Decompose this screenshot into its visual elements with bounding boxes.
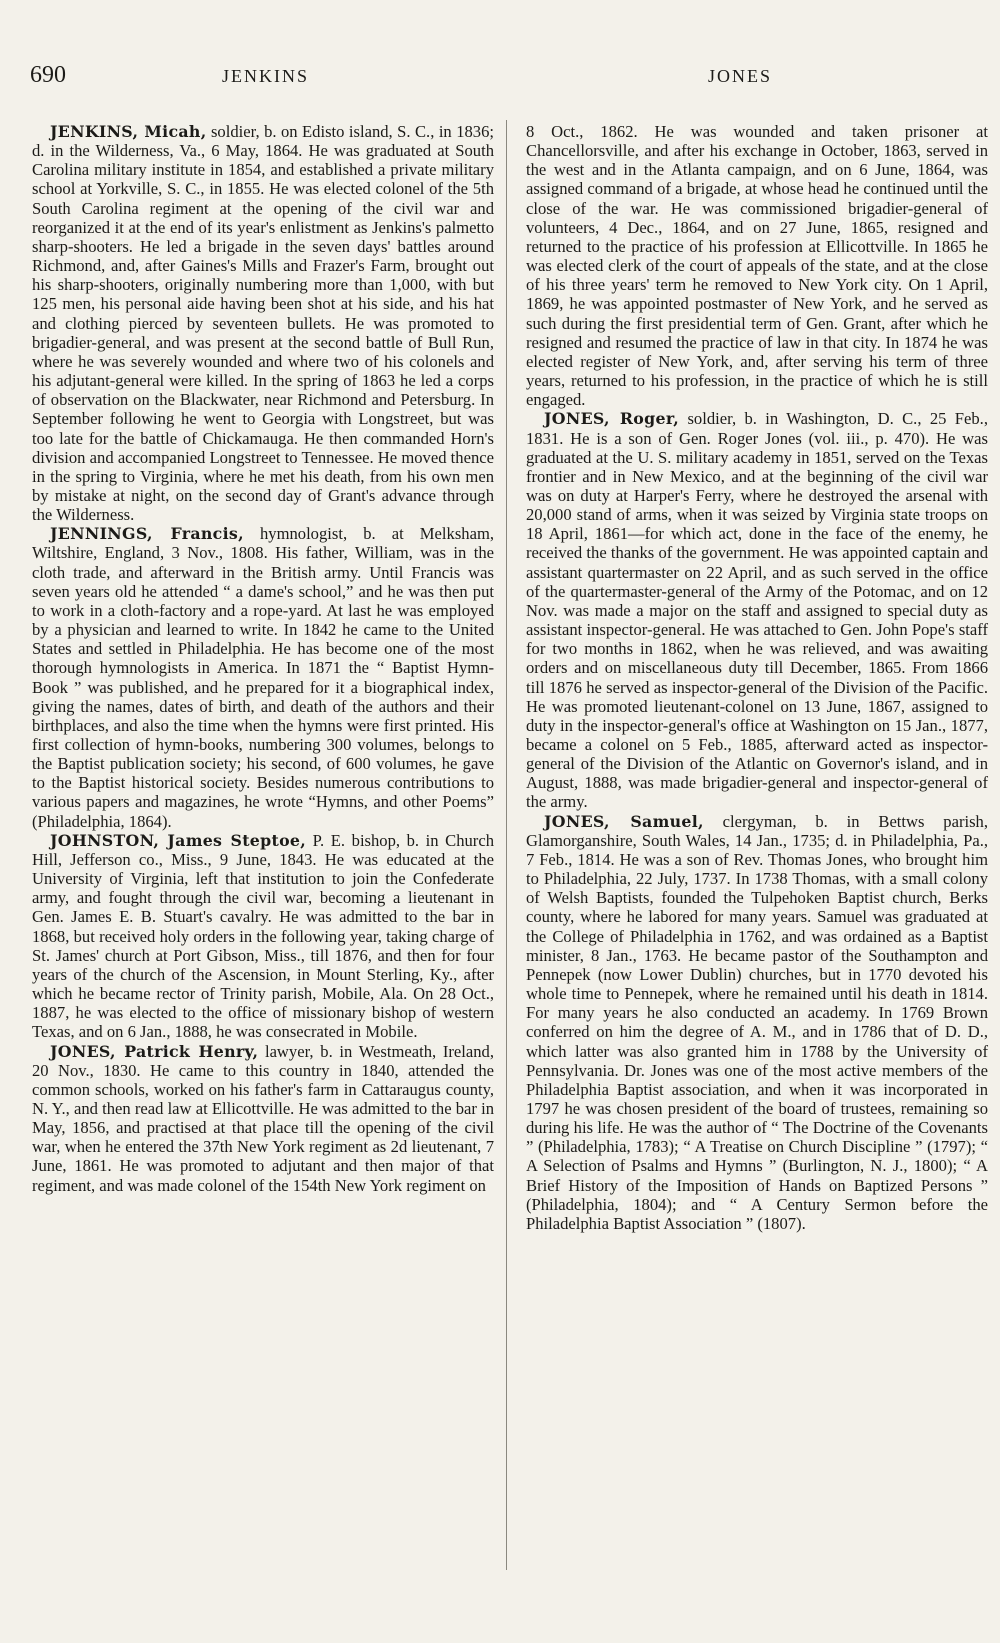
running-head-left: JENKINS — [222, 66, 310, 86]
page-number: 690 — [30, 62, 66, 88]
column-divider — [506, 120, 507, 1570]
left-column — [32, 122, 494, 1195]
running-head-right: JONES — [708, 66, 773, 86]
running-head — [0, 62, 1000, 92]
right-column — [526, 122, 988, 1233]
entry-jones-samuel — [526, 812, 988, 1233]
entry-text: soldier, b. in Washington, D. C., 25 Feb., 1831. He is a son of Gen. Roger Jones (vol. iii., p. 470). He was graduated at the U. S. military academy in 1851, served on the Texas frontier and in New Mexico, and at the beginning of the civil war was on duty at Harper's Ferry, where he destroyed the arsenal with 20,000 stand of arms, when it was seized by Virginia state troops on 18 April, 1861—for which act, done in the face of the enemy, he received the thanks of the government. He was appointed captain and assistant quartermaster on 22 April, and as such served in the office of the quartermaster-general of the Army of the Potomac, and on 12 Nov. was made a major on the staff and assigned to special duty as assistant inspector-general. He was attached to Gen. John Pope's staff for two months in 1862, when he was relieved, and was awaiting orders and on miscellaneous duty till December, 1865. From 1866 till 1876 he served as inspector-general of the Division of the Pacific. He was promoted lieutenant-colonel on 13 June, 1867, assigned to duty in the inspector-general's office at Washington on 15 Jan., 1877, became a colonel on 5 Feb., 1885, afterward acted as inspector-general of the Division of the Atlantic on Governor's island, and in August, 1888, was made brigadier-general and inspector-general of the army. — [526, 409, 988, 812]
entry-text: clergyman, b. in Bettws parish, Glamorganshire, South Wales, 14 Jan., 1735; d. in Philadelphia, Pa., 7 Feb., 1814. He was a son of Rev. Thomas Jones, who brought him to Philadelphia, 22 July, 1737. In 1738 Thomas, with a small colony of Welsh Baptists, founded the Tulpehoken Baptist church, Berks county, where he labored for many years. Samuel was graduated at the College of Philadelphia in 1762, and was ordained as a Baptist minister, 8 Jan., 1763. He became pastor of the Southampton and Pennepek (now Lower Dublin) churches, but in 1770 devoted his whole time to Pennepek, where he remained until his death in 1814. For many years he also conducted an academy. In 1769 Brown conferred on him the degree of A. M., and in 1786 that of D. D., which latter was also granted him in 1788 by the University of Pennsylvania. Dr. Jones was one of the most active members of the Philadelphia Baptist association, and when it was incorporated in 1797 he was chosen president of the board of trustees, remaining so during his life. He was the author of “ The Doctrine of the Covenants ” (Philadelphia, 1783); “ A Treatise on Church Discipline ” (1797); “ A Selection of Psalms and Hymns ” (Burlington, N. J., 1800); “ A Brief History of the Imposition of Hands on Baptized Persons ” (Philadelphia, 1804); and “ A Century Sermon before the Philadelphia Baptist Association ” (1807). — [526, 811, 988, 1233]
entry-headword: JONES, Samuel, — [544, 811, 704, 831]
entry-text: lawyer, b. in Westmeath, Ireland, 20 Nov., 1830. He came to this country in 1840, attended the common schools, worked on his father's farm in Cattaraugus county, N. Y., and then read law at Ellicottville. He was admitted to the bar in May, 1856, and practised at that place till the opening of the civil war, when he entered the 37th New York regiment as 2d lieutenant, 7 June, 1861. He was promoted to adjutant and then major of that regiment, and was made colonel of the 154th New York regiment on — [32, 1041, 494, 1195]
entry-headword: JENKINS, Micah, — [50, 122, 207, 141]
entry-headword: JONES, Roger, — [544, 409, 680, 429]
entry-text: soldier, b. on Edisto island, S. C., in 1836; d. in the Wilderness, Va., 6 May, 1864. He was graduated at South Carolina military institute in 1854, and established a private military school at Yorkville, S. C., in 1855. He was elected colonel of the 5th South Carolina regiment at the opening of the civil war and reorganized it at the end of its year's enlistment as Jenkins's palmetto sharp-shooters. He led a brigade in the seven days' battles around Richmond, and, after Gaines's Mills and Frazer's Farm, brought out his sharp-shooters, originally numbering more than 1,000, with but 125 men, his personal aide having been shot at his side, and his hat and clothing pierced by seventeen bullets. He was promoted to brigadier-general, and was present at the second battle of Bull Run, where he was severely wounded and where two of his colonels and his adjutant-general were killed. In the spring of 1863 he led a corps of observation on the Blackwater, near Richmond and Petersburg. In September following he went to Georgia with Longstreet, but was too late for the battle of Chickamauga. He then commanded Horn's division and accompanied Longstreet to Tennessee. He moved thence in the spring to Virginia, where he met his death, from his own men by mistake at night, on the second day of Grant's advance through the Wilderness. — [32, 122, 494, 525]
entry-text: hymnologist, b. at Melksham, Wiltshire, England, 3 Nov., 1808. His father, William, was in the cloth trade, and afterward in the British army. Until Francis was seven years old he attended “ a dame's school,” and he was then put to work in a cloth-factory and a rope-yard. At last he was employed by a physician and learned to write. In 1842 he came to the United States and settled in Philadelphia. He has become one of the most thorough hymnologists in America. In 1871 the “ Baptist Hymn-Book ” was published, and he prepared for it a biographical index, giving the names, dates of birth, and death of the authors and their birthplaces, and also the time when the hymns were first printed. His first collection of hymn-books, numbering 300 volumes, belongs to the Baptist publication society; his second, of 600 volumes, he gave to the Baptist historical society. Besides numerous contributions to various papers and magazines, he wrote “Hymns, and other Poems” (Philadelphia, 1864). — [32, 524, 494, 831]
entry-jenkins-micah — [32, 122, 494, 524]
entry-headword: JONES, Patrick Henry, — [50, 1041, 259, 1061]
entry-headword: JENNINGS, Francis, — [50, 524, 244, 544]
entry-text: P. E. bishop, b. in Church Hill, Jefferson co., Miss., 9 June, 1843. He was educated at the University of Virginia, left that institution to join the Confederate army, and fought through the civil war, becoming a lieutenant in Gen. James E. B. Stuart's cavalry. He was admitted to the bar in 1868, but received holy orders in the following year, taking charge of St. James' church at Port Gibson, Miss., till 1876, and then for four years of the church of the Ascension, in Mount Sterling, Ky., after which he became rector of Trinity parish, Mobile, Ala. On 28 Oct., 1887, he was elected to the office of missionary bishop of western Texas, and on 6 Jan., 1888, he was consecrated in Mobile. — [32, 830, 494, 1042]
entry-continuation: 8 Oct., 1862. He was wounded and taken prisoner at Chancellorsville, and after his exchange in October, 1863, served in the west and in the Atlanta campaign, and on 6 June, 1864, was assigned command of a brigade, at whose head he continued until the close of the war. He was commissioned brigadier-general of volunteers, 4 Dec., 1864, and on 27 June, 1865, resigned and returned to the practice of his profession at Ellicottville. In 1865 he was elected clerk of the court of appeals of the state, and at the close of his three years' term he removed to New York city. On 1 April, 1869, he was appointed postmaster of New York, and he served as such during the first presidential term of Gen. Grant, after which he resigned and resumed the practice of law in that city. In 1874 he was elected register of New York, and, after serving his term of three years, returned to his profession, in the practice of which he is still engaged. — [526, 122, 988, 410]
entry-jones-patrick-henry — [32, 1042, 494, 1195]
entry-jennings-francis — [32, 524, 494, 831]
entry-johnston-james-steptoe — [32, 831, 494, 1042]
entry-headword: JOHNSTON, James Steptoe, — [50, 830, 307, 850]
entry-jones-roger — [526, 409, 988, 811]
